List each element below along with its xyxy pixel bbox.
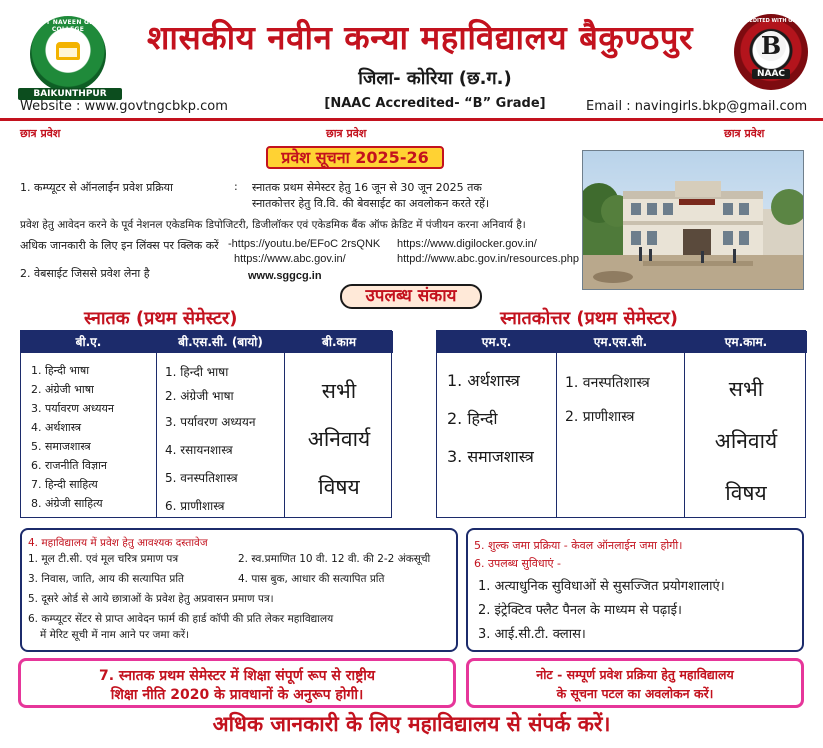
documents-box (20, 528, 458, 652)
website-link[interactable]: Website : www.govtngcbkp.com (20, 99, 228, 114)
document-item: 2. स्व.प्रमाणित 10 वी. 12 वी. की 2-2 अंकसूची (238, 553, 431, 565)
ug-col-ba (21, 331, 157, 517)
list-item: 1. हिन्दी भाषा (165, 365, 229, 379)
logo-ring-text: GOVT NAVEEN GIRLS COLLEGE (30, 19, 106, 33)
list-item: 2. हिन्दी (447, 409, 498, 428)
naac-accreditation: [NAAC Accredited- “B” Grade] (324, 96, 546, 111)
pg-col-msc (557, 331, 685, 517)
admission-tag-right: छात्र प्रवेश (724, 127, 765, 140)
column-header: एम.ए. (437, 331, 556, 353)
naac-badge-ring-text: ACCREDITED WITH GRADE (734, 18, 808, 24)
policy-line-1: 7. स्नातक प्रथम सेमेस्टर में शिक्षा संपूर्ण रूप से राष्ट्रीय (98, 668, 376, 684)
digilocker-link[interactable]: https://www.digilocker.gov.in/ (397, 238, 537, 250)
college-logo (30, 16, 106, 92)
admission-tag-left: छात्र प्रवेश (20, 127, 61, 140)
document-item: 3. निवास, जाति, आय की सत्यापित प्रति (28, 573, 185, 585)
column-header: एम.काम. (685, 331, 807, 353)
naac-grade-letter: B (756, 31, 786, 61)
notice-item1-label: 1. कम्प्यूटर से ऑनलाईन प्रवेश प्रक्रिया (20, 181, 173, 194)
column-header: एम.एस.सी. (557, 331, 684, 353)
abc-registration-note: प्रवेश हेतु आवेदन करने के पूर्व नेशनल एकेडमिक डिपोजिटरी, डिजीलॉकर एवं एकेडमिक बैंक ऑफ क्रेडिट में पंजीयन करना अनिवार्य है। (20, 219, 526, 231)
abc-link[interactable]: https://www.abc.gov.in/ (234, 253, 346, 265)
naac-badge (734, 14, 808, 90)
document-item: में मेरिट सूची में नाम आने पर जमा करें। (40, 629, 190, 641)
header-divider (0, 118, 823, 121)
column-header: बी.ए. (21, 331, 156, 353)
list-item: 5. वनस्पतिशास्त्र (165, 471, 238, 485)
list-item: 7. हिन्दी साहित्य (31, 478, 98, 491)
facility-item: 3. आई.सी.टी. क्लास। (478, 627, 586, 642)
list-item: 1. अर्थशास्त्र (447, 371, 520, 390)
document-item: 5. दूसरे ओर्ड से आये छात्राओं के प्रवेश हेतु अप्रवासन प्रमाण पत्र। (28, 593, 274, 605)
email-link[interactable]: Email : navingirls.bkp@gmail.com (586, 99, 808, 114)
college-title: शासकीय नवीन कन्या महाविद्यालय बैकुण्ठपुर (146, 18, 694, 57)
list-item: सभी (728, 377, 764, 401)
facilities-box (466, 528, 804, 652)
note-line-2: के सूचना पटल का अवलोकन करें। (556, 686, 714, 701)
list-item: 5. समाजशास्त्र (31, 440, 91, 453)
facility-item: 1. अत्याधुनिक सुविधाओं से सुसज्जित प्रयोगशालाएं। (478, 579, 725, 594)
list-item: 3. पर्यावरण अध्ययन (31, 402, 114, 415)
nep-policy-box (18, 658, 456, 708)
logo-caption: BAIKUNTHPUR (18, 88, 122, 100)
list-item: अनिवार्य (307, 427, 371, 451)
naac-badge-label: NAAC (752, 69, 790, 79)
list-item: 3. पर्यावरण अध्ययन (165, 415, 256, 429)
list-item: 3. समाजशास्त्र (447, 447, 534, 466)
book-icon (56, 42, 80, 60)
abc-resources-link[interactable]: httpd://www.abc.gov.in/resources.php (397, 253, 580, 265)
column-header: बी.एस.सी. (बायो) (157, 331, 284, 353)
district-line: जिला- कोरिया (छ.ग.) (358, 68, 512, 89)
note-line-1: नोट - सम्पूर्ण प्रवेश प्रक्रिया हेतु महाविद्यालय (536, 667, 734, 682)
notice-item1-line2: स्नातकोत्तर हेतु वि.वि. की बेवसाईट का अवलोकन करते रहें। (252, 197, 490, 210)
ug-section-title: स्नातक (प्रथम सेमेस्टर) (84, 308, 238, 329)
facilities-title: 6. उपलब्ध सुविधाएं - (474, 557, 562, 570)
notice-item1-colon: : (234, 180, 238, 193)
youtube-link[interactable]: -https://youtu.be/EFoC 2rsQNK (228, 238, 381, 250)
pg-subjects-table (436, 330, 806, 518)
ug-col-bcom (285, 331, 393, 517)
notice-item1-line1: स्नातक प्रथम सेमेस्टर हेतु 16 जून से 30 जून 2025 तक (252, 181, 482, 194)
ug-col-bsc (157, 331, 285, 517)
list-item: 6. प्राणीशास्त्र (165, 499, 225, 513)
list-item: 2. अंग्रेजी भाषा (165, 389, 234, 403)
campus-photo (582, 150, 804, 290)
list-item: अनिवार्य (714, 429, 778, 453)
list-item: 1. हिन्दी भाषा (31, 364, 90, 377)
document-item: 1. मूल टी.सी. एवं मूल चरित्र प्रमाण पत्र (28, 553, 179, 565)
pg-col-ma (437, 331, 557, 517)
list-item: 2. प्राणीशास्त्र (565, 409, 635, 425)
admission-notice-heading: प्रवेश सूचना 2025-26 (266, 146, 444, 169)
ug-subjects-table (20, 330, 392, 518)
notice-item2-label: 2. वेबसाईट जिससे प्रवेश लेना है (20, 267, 150, 280)
policy-line-2: शिक्षा नीति 2020 के प्रावधानों के अनुरूप होगी। (110, 687, 364, 703)
list-item: विषय (725, 481, 767, 505)
pg-section-title: स्नातकोत्तर (प्रथम सेमेस्टर) (500, 308, 678, 329)
admission-tag-center: छात्र प्रवेश (326, 127, 367, 140)
links-label: अधिक जानकारी के लिए इन लिंक्स पर क्लिक करें (20, 239, 219, 252)
list-item: 4. अर्थशास्त्र (31, 421, 82, 434)
fee-process-note: 5. शुल्क जमा प्रक्रिया - केवल ऑनलाईन जमा होगी। (474, 539, 683, 552)
list-item: 1. वनस्पतिशास्त्र (565, 375, 650, 391)
pg-col-mcom (685, 331, 807, 517)
admission-website-link[interactable]: www.sggcg.in (248, 270, 322, 282)
document-item: 6. कम्प्यूटर सेंटर से प्राप्त आवेदन फार्म की हार्ड कॉपी की प्रति लेकर महाविद्यालय (28, 613, 334, 625)
facility-item: 2. इंट्रेक्टिव फ्लैट पैनल के माध्यम से पढ़ाई। (478, 603, 682, 618)
list-item: 6. राजनीति विज्ञान (31, 459, 108, 472)
available-faculties-heading: उपलब्ध संकाय (340, 284, 482, 309)
documents-title: 4. महाविद्यालय में प्रवेश हेतु आवश्यक दस्तावेज (28, 537, 208, 549)
list-item: 8. अंग्रेजी साहित्य (31, 497, 103, 510)
list-item: 4. रसायनशास्त्र (165, 443, 233, 457)
list-item: सभी (321, 379, 357, 403)
document-item: 4. पास बुक, आधार की सत्यापित प्रति (238, 573, 385, 585)
note-box (466, 658, 804, 708)
list-item: 2. अंग्रेजी भाषा (31, 383, 94, 396)
contact-footer: अधिक जानकारी के लिए महाविद्यालय से संपर्क करें। (212, 712, 611, 736)
list-item: विषय (318, 475, 360, 499)
column-header: बी.काम (285, 331, 393, 353)
